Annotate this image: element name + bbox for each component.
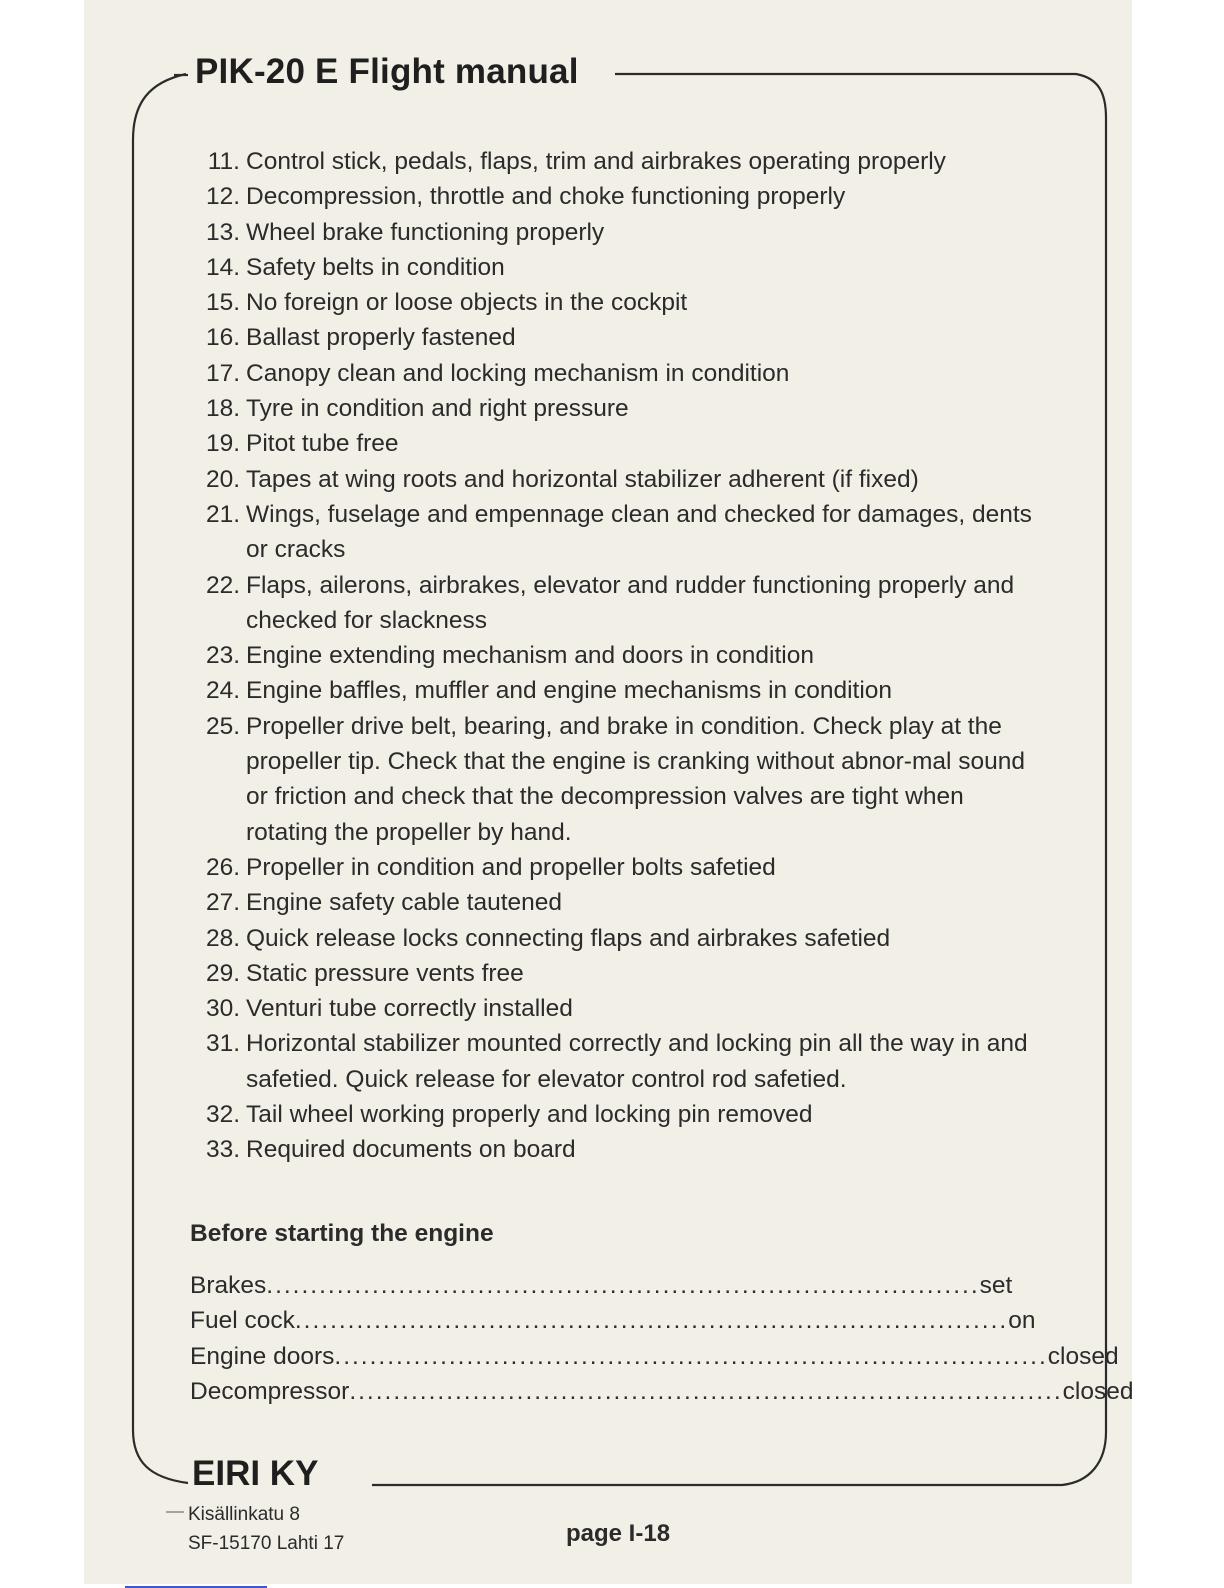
item-text: Horizontal stabilizer mounted correctly and locking pin all the way in and safetied. Quick release for elevator control rod safetied.	[246, 1030, 1028, 1093]
checklist-item	[192, 215, 1042, 250]
item-text: Canopy clean and locking mechanism in condition	[246, 359, 790, 387]
preflight-checklist	[192, 144, 1042, 1168]
item-text: Tapes at wing roots and horizontal stabilizer adherent (if fixed)	[246, 465, 919, 493]
item-number: 16.	[205, 324, 240, 352]
checklist-item	[192, 885, 1042, 920]
item-text: Wheel brake functioning properly	[246, 218, 605, 246]
company-address	[188, 1500, 344, 1558]
checklist-item	[192, 1132, 1042, 1167]
setting-value: closed	[1062, 1377, 1134, 1405]
dot-leader: .................................................................................	[334, 1342, 1048, 1370]
address-street: Kisällinkatu 8	[188, 1504, 300, 1525]
item-text: Engine baffles, muffler and engine mechanisms in condition	[246, 677, 893, 705]
engine-start-settings	[190, 1268, 1134, 1409]
setting-value: closed	[1047, 1342, 1119, 1370]
checklist-item	[192, 956, 1042, 991]
item-text: Venturi tube correctly installed	[246, 995, 573, 1023]
item-number: 21.	[205, 500, 240, 528]
checklist-item	[192, 144, 1042, 179]
item-number: 20.	[205, 465, 240, 493]
item-text: Propeller in condition and propeller bolts safetied	[246, 853, 776, 881]
dot-leader: .................................................................................	[266, 1272, 980, 1299]
item-text: Engine extending mechanism and doors in condition	[246, 642, 814, 670]
dot-leader: .................................................................................	[294, 1307, 1009, 1335]
item-text: Tail wheel working properly and locking pin removed	[246, 1101, 813, 1129]
checklist-item	[192, 462, 1042, 497]
item-text: Flaps, ailerons, airbrakes, elevator and rudder functioning properly and checked for slackness	[246, 571, 1015, 634]
item-number: 29.	[205, 959, 240, 987]
item-text: Safety belts in condition	[246, 253, 505, 281]
item-text: Wings, fuselage and empennage clean and checked for damages, dents or cracks	[246, 500, 1032, 564]
checklist-item	[192, 320, 1042, 355]
item-text: Propeller drive belt, bearing, and brake in condition. Check play at the propeller tip. Check that the engine is cranking without abnor-mal sound or friction and check that the decompression valves are tight when rotating the propeller by hand.	[246, 712, 1025, 846]
checklist-item	[192, 497, 1042, 568]
checklist-item	[192, 638, 1042, 673]
item-number: 19.	[205, 430, 240, 458]
item-number: 31.	[205, 1030, 240, 1058]
setting-row-brakes	[190, 1268, 1013, 1303]
item-number: 15.	[205, 289, 240, 317]
checklist-item	[192, 709, 1042, 850]
checklist-item	[192, 1097, 1042, 1132]
item-text: Ballast properly fastened	[246, 324, 516, 352]
setting-row-fuel-cock	[190, 1303, 1036, 1338]
item-number: 28.	[205, 924, 240, 952]
item-text: Quick release locks connecting flaps and airbrakes safetied	[246, 924, 891, 952]
checklist-item	[192, 568, 1042, 639]
before-starting-heading: Before starting the engine	[190, 1220, 494, 1247]
item-text: Engine safety cable tautened	[246, 889, 563, 917]
setting-row-engine-doors	[190, 1339, 1119, 1374]
item-text: No foreign or loose objects in the cockpit	[246, 289, 688, 317]
checklist-item	[192, 426, 1042, 461]
item-number: 32.	[205, 1101, 240, 1129]
setting-value: on	[1008, 1307, 1036, 1335]
item-number: 30.	[205, 995, 240, 1023]
item-number: 12.	[205, 183, 240, 211]
page-number: page I-18	[566, 1520, 671, 1547]
checklist-item	[192, 250, 1042, 285]
item-number: 27.	[205, 889, 240, 917]
checklist-item	[192, 673, 1042, 708]
setting-label: Brakes	[190, 1272, 267, 1299]
item-number: 23.	[205, 642, 240, 670]
item-number: 25.	[205, 712, 240, 740]
item-number: 13.	[205, 218, 240, 246]
checklist-item	[192, 356, 1042, 391]
item-text: Tyre in condition and right pressure	[246, 395, 629, 423]
setting-label: Fuel cock	[190, 1307, 295, 1335]
setting-row-decompressor	[190, 1374, 1134, 1409]
item-number: 22.	[205, 571, 240, 599]
setting-label: Engine doors	[190, 1342, 335, 1370]
item-text: Control stick, pedals, flaps, trim and airbrakes operating properly	[246, 148, 946, 175]
item-number: 11.	[207, 148, 240, 175]
item-number: 14.	[205, 253, 240, 281]
checklist-item	[192, 179, 1042, 214]
checklist-item	[192, 850, 1042, 885]
checklist-item	[192, 285, 1042, 320]
dot-leader: .................................................................................	[349, 1377, 1063, 1405]
manual-title: PIK-20 E Flight manual	[191, 52, 583, 92]
item-text: Required documents on board	[246, 1136, 576, 1164]
item-text: Static pressure vents free	[246, 959, 524, 987]
company-name: EIRI KY	[188, 1454, 322, 1494]
item-number: 17.	[205, 359, 240, 387]
item-text: Pitot tube free	[246, 430, 399, 458]
checklist-item	[192, 991, 1042, 1026]
checklist-item	[192, 921, 1042, 956]
item-number: 33.	[205, 1136, 240, 1164]
address-city: SF-15170 Lahti 17	[188, 1533, 345, 1554]
item-number: 24.	[205, 677, 240, 705]
item-number: 26.	[205, 853, 240, 881]
setting-value: set	[979, 1272, 1013, 1299]
item-number: 18.	[205, 395, 240, 423]
checklist-item	[192, 1026, 1042, 1097]
item-text: Decompression, throttle and choke functioning properly	[246, 183, 846, 211]
setting-label: Decompressor	[190, 1377, 350, 1405]
checklist-item	[192, 391, 1042, 426]
